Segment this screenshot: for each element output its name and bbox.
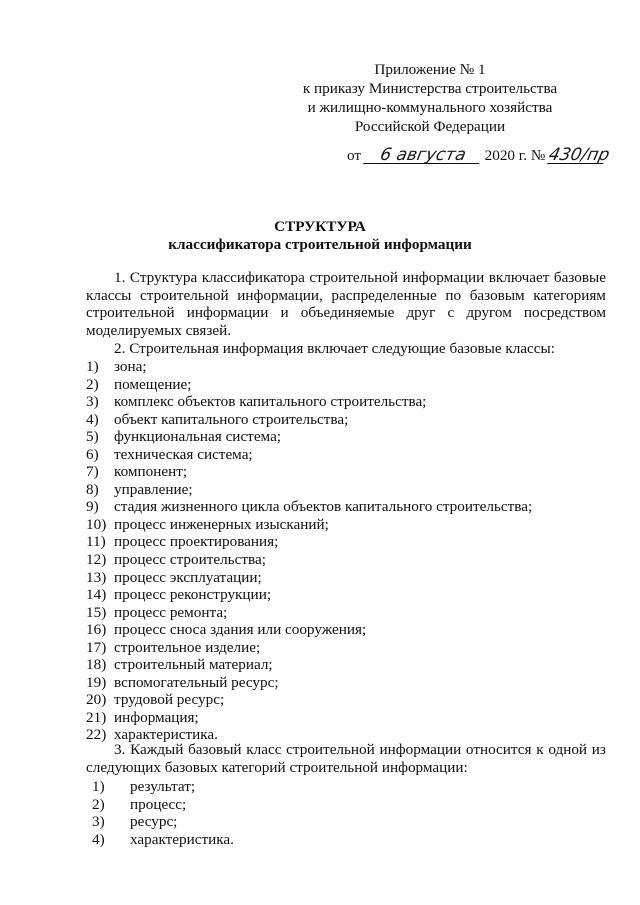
list-item-number: 4) (86, 410, 99, 428)
list-item-number: 6) (86, 445, 99, 463)
base-class-item (86, 691, 606, 709)
word: объединяемые (300, 304, 395, 322)
word: базовые (553, 269, 606, 286)
base-class-item (86, 621, 606, 639)
list-item-number: 4) (92, 830, 105, 848)
categories-list (86, 778, 234, 848)
list-item-text: управление; (114, 480, 193, 498)
word: строительной (86, 304, 175, 322)
list-item-text: процесс ремонта; (114, 603, 228, 621)
list-item-number: 3) (92, 813, 105, 831)
base-class-item (86, 481, 606, 499)
word: информации (379, 741, 462, 758)
list-item-text: ресурс; (130, 813, 178, 831)
list-item-number: 7) (86, 463, 99, 481)
handwritten-order-number: 430/пр (547, 145, 612, 165)
list-item-text: зона; (114, 358, 147, 375)
list-item-text: строительный материал; (114, 656, 273, 674)
word: одной (548, 741, 588, 758)
list-item-text: процесс реконструкции; (114, 586, 272, 604)
list-item-number: 16) (86, 621, 107, 639)
base-class-item (86, 656, 606, 674)
appendix-line: Российской Федерации (354, 118, 506, 135)
word: с (447, 304, 455, 322)
list-item-text: процесс эксплуатации; (114, 568, 262, 586)
word: друг (406, 304, 436, 322)
list-item-number: 12) (86, 551, 107, 569)
category-item (86, 831, 234, 849)
date-prefix: от (347, 147, 362, 164)
list-item-text: информация; (114, 708, 199, 726)
list-item-number: 11) (86, 533, 106, 551)
paragraph-line (86, 269, 606, 287)
word: относится (465, 741, 532, 758)
base-class-item (86, 516, 606, 534)
list-item-text: процесс сноса здания или сооружения; (114, 621, 367, 639)
appendix-line: и жилищно-коммунального хозяйства (307, 99, 553, 116)
appendix-line: к приказу Министерства строительства (302, 80, 558, 97)
category-item (86, 796, 234, 814)
base-class-item (86, 358, 606, 376)
word: к (536, 741, 544, 758)
list-item-number: 1) (86, 358, 99, 375)
word: другом (466, 304, 512, 322)
category-item (86, 813, 234, 831)
list-item-number: 5) (86, 428, 99, 446)
paragraph-line (86, 304, 606, 322)
base-class-item (86, 498, 606, 516)
word: строительной (140, 286, 229, 304)
word: из (591, 741, 606, 758)
word: Структура (129, 269, 198, 286)
order-year: 2020 г. № (484, 147, 546, 164)
word: классы (86, 286, 132, 304)
list-item-number: 21) (86, 708, 107, 726)
word: и (280, 304, 289, 322)
list-item-number: 2) (86, 375, 99, 393)
list-item-text: процесс инженерных изысканий; (114, 515, 329, 533)
title-sub: классификатора строительной информации (168, 236, 472, 253)
word: базовый (188, 741, 242, 758)
list-item-text: техническая система; (114, 445, 253, 463)
word: 3. (114, 741, 126, 758)
word: строительной (309, 269, 398, 286)
word: категориям (533, 286, 606, 304)
base-class-item (86, 674, 606, 692)
base-class-item (86, 709, 606, 727)
list-item-text: процесс проектирования; (114, 533, 279, 551)
list-item-text: характеристика. (130, 830, 234, 848)
base-class-item (86, 604, 606, 622)
paragraph-2 (86, 340, 606, 358)
order-date-line (347, 147, 627, 165)
base-class-item (86, 428, 606, 446)
word: информации (186, 304, 269, 322)
word: распределенные (331, 286, 437, 304)
list-item-text: процесс; (130, 795, 187, 813)
appendix-line: Приложение № 1 (374, 61, 486, 78)
base-class-item (86, 639, 606, 657)
word: строительной (286, 741, 375, 758)
base-class-item (86, 533, 606, 551)
list-item-text: результат; (130, 778, 196, 795)
list-item-text: процесс строительства; (114, 551, 266, 569)
paragraph-1 (86, 269, 606, 339)
word: Каждый (130, 741, 184, 758)
document-title (0, 218, 640, 254)
list-item-number: 14) (86, 586, 107, 604)
word: по (445, 286, 462, 304)
list-item-number: 1) (92, 778, 105, 795)
list-item-text: функциональная система; (114, 428, 282, 446)
list-item-number: 13) (86, 568, 107, 586)
list-item-text: помещение; (114, 375, 192, 393)
base-class-item (86, 411, 606, 429)
base-class-item (86, 569, 606, 587)
word: 1. (114, 269, 126, 286)
base-class-item (86, 463, 606, 481)
base-class-item (86, 446, 606, 464)
title-main: СТРУКТУРА (274, 218, 366, 235)
base-class-item (86, 393, 606, 411)
word: посредством (523, 304, 606, 322)
paragraph-line: моделируемых связей. (86, 321, 232, 339)
paragraph-line (86, 741, 606, 759)
word: классификатора (201, 269, 305, 286)
word: базовым (469, 286, 525, 304)
list-item-number: 8) (86, 480, 99, 498)
list-item-number: 10) (86, 515, 107, 533)
base-class-item (86, 376, 606, 394)
list-item-number: 3) (86, 393, 99, 411)
appendix-header (300, 60, 560, 136)
base-class-item (86, 586, 606, 604)
list-item-number: 2) (92, 795, 105, 813)
list-item-text: стадия жизненного цикла объектов капитального строительства; (114, 498, 533, 516)
list-item-number: 9) (86, 498, 99, 516)
list-item-number: 17) (86, 638, 107, 656)
list-item-text: компонент; (114, 463, 188, 481)
paragraph-line (86, 287, 606, 305)
base-class-item (86, 551, 606, 569)
list-item-text: комплекс объектов капитального строительства; (114, 393, 427, 411)
category-item (86, 778, 234, 796)
list-item-text: объект капитального строительства; (114, 410, 349, 428)
list-item-text: строительное изделие; (114, 638, 261, 656)
list-item-number: 18) (86, 656, 107, 674)
word: информации (402, 269, 485, 286)
list-item-number: 15) (86, 603, 107, 621)
word: класс (246, 741, 282, 758)
list-item-number: 22) (86, 726, 107, 744)
handwritten-date: 6 августа (363, 147, 483, 164)
paragraph-3 (86, 741, 606, 776)
paragraph-line: 2. Строительная информация включает следующие базовые классы: (114, 340, 555, 357)
list-item-text: вспомогательный ресурс; (114, 673, 279, 691)
word: включает (488, 269, 550, 286)
word: информации, (237, 286, 323, 304)
paragraph-line: следующих базовых категорий строительной информации: (86, 758, 468, 776)
list-item-text: трудовой ресурс; (114, 691, 225, 709)
base-classes-list (86, 358, 606, 744)
list-item-number: 19) (86, 673, 107, 691)
list-item-text: характеристика. (114, 726, 218, 744)
list-item-number: 20) (86, 691, 107, 709)
